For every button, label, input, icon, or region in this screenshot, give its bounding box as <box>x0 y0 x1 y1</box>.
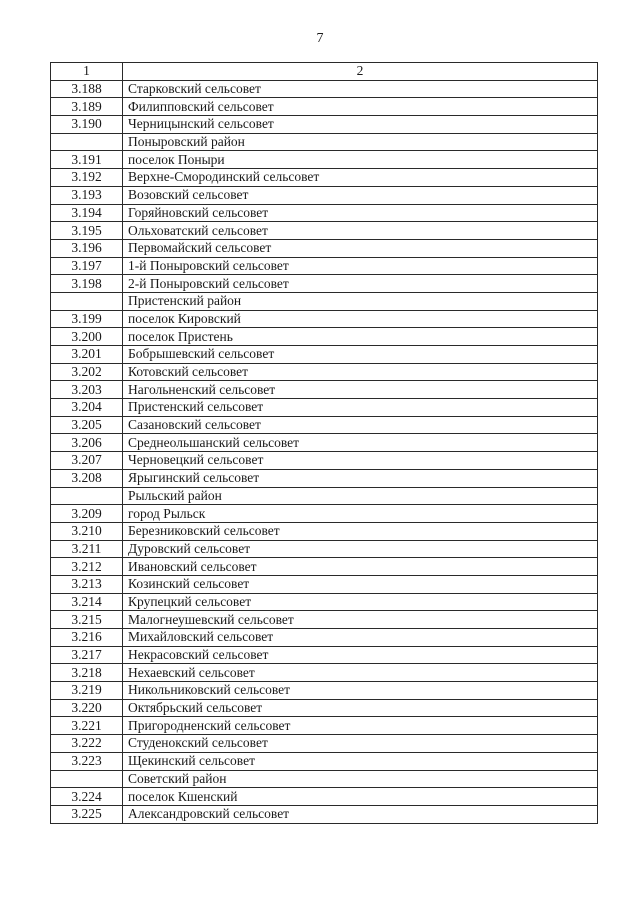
table-row <box>51 275 598 293</box>
municipality-name: Александровский сельсовет <box>123 805 598 823</box>
table-row <box>51 699 598 717</box>
table-row <box>51 469 598 487</box>
table-row <box>51 151 598 169</box>
row-number: 3.197 <box>51 257 123 275</box>
municipality-name: поселок Кировский <box>123 310 598 328</box>
row-number: 3.210 <box>51 522 123 540</box>
table-row <box>51 346 598 364</box>
table-row <box>51 328 598 346</box>
row-number: 3.213 <box>51 575 123 593</box>
table-row <box>51 788 598 806</box>
table-row <box>51 717 598 735</box>
row-number: 3.203 <box>51 381 123 399</box>
row-number: 3.189 <box>51 98 123 116</box>
table-row <box>51 186 598 204</box>
table-row <box>51 239 598 257</box>
municipality-name: Пригородненский сельсовет <box>123 717 598 735</box>
table-row <box>51 646 598 664</box>
table-row <box>51 593 598 611</box>
municipality-name: Черницынский сельсовет <box>123 116 598 134</box>
municipality-name: поселок Поныри <box>123 151 598 169</box>
row-number: 3.198 <box>51 275 123 293</box>
column-header-name: 2 <box>123 63 598 81</box>
row-number: 3.225 <box>51 805 123 823</box>
row-number: 3.202 <box>51 363 123 381</box>
municipality-name: Октябрьский сельсовет <box>123 699 598 717</box>
municipality-name: 2-й Поныровский сельсовет <box>123 275 598 293</box>
municipality-name: Бобрышевский сельсовет <box>123 346 598 364</box>
table-row <box>51 116 598 134</box>
row-number: 3.214 <box>51 593 123 611</box>
table-row <box>51 752 598 770</box>
table-row <box>51 558 598 576</box>
municipality-name: Щекинский сельсовет <box>123 752 598 770</box>
row-number: 3.199 <box>51 310 123 328</box>
table-row <box>51 452 598 470</box>
row-number: 3.217 <box>51 646 123 664</box>
table-row <box>51 505 598 523</box>
table-row <box>51 735 598 753</box>
municipality-name: Филипповский сельсовет <box>123 98 598 116</box>
municipality-name: Среднеольшанский сельсовет <box>123 434 598 452</box>
municipality-name: поселок Кшенский <box>123 788 598 806</box>
row-number: 3.212 <box>51 558 123 576</box>
row-number: 3.207 <box>51 452 123 470</box>
table-row <box>51 682 598 700</box>
table-row <box>51 434 598 452</box>
municipality-name: Сазановский сельсовет <box>123 416 598 434</box>
municipality-name: Студенокский сельсовет <box>123 735 598 753</box>
municipality-name: Пристенский сельсовет <box>123 399 598 417</box>
district-name: Пристенский район <box>123 292 598 310</box>
table-row <box>51 381 598 399</box>
row-number: 3.211 <box>51 540 123 558</box>
row-number: 3.195 <box>51 222 123 240</box>
district-heading-row <box>51 487 598 505</box>
row-number: 3.222 <box>51 735 123 753</box>
table-row <box>51 363 598 381</box>
municipality-name: Ивановский сельсовет <box>123 558 598 576</box>
row-number: 3.220 <box>51 699 123 717</box>
municipality-name: Дуровский сельсовет <box>123 540 598 558</box>
table-row <box>51 98 598 116</box>
row-number: 3.221 <box>51 717 123 735</box>
municipality-name: Козинский сельсовет <box>123 575 598 593</box>
table-row <box>51 575 598 593</box>
municipality-name: Некрасовский сельсовет <box>123 646 598 664</box>
table-row <box>51 80 598 98</box>
municipality-name: Малогнеушевский сельсовет <box>123 611 598 629</box>
district-heading-row <box>51 292 598 310</box>
municipality-name: Ольховатский сельсовет <box>123 222 598 240</box>
table-row <box>51 522 598 540</box>
table-row <box>51 310 598 328</box>
district-name: Рыльский район <box>123 487 598 505</box>
page-number: 7 <box>316 31 324 46</box>
table-row <box>51 399 598 417</box>
table-row <box>51 629 598 647</box>
table-row <box>51 204 598 222</box>
municipality-name: Нехаевский сельсовет <box>123 664 598 682</box>
table-row <box>51 416 598 434</box>
row-number <box>51 487 123 505</box>
row-number: 3.188 <box>51 80 123 98</box>
row-number: 3.206 <box>51 434 123 452</box>
municipality-name: Котовский сельсовет <box>123 363 598 381</box>
municipality-name: Возовский сельсовет <box>123 186 598 204</box>
row-number: 3.190 <box>51 116 123 134</box>
district-name: Поныровский район <box>123 133 598 151</box>
table-row <box>51 257 598 275</box>
row-number: 3.205 <box>51 416 123 434</box>
row-number: 3.218 <box>51 664 123 682</box>
municipality-name: Нагольненский сельсовет <box>123 381 598 399</box>
district-name: Советский район <box>123 770 598 788</box>
municipality-name: Ярыгинский сельсовет <box>123 469 598 487</box>
row-number: 3.215 <box>51 611 123 629</box>
row-number: 3.219 <box>51 682 123 700</box>
municipality-name: Крупецкий сельсовет <box>123 593 598 611</box>
table-row <box>51 611 598 629</box>
row-number: 3.193 <box>51 186 123 204</box>
municipality-name: Михайловский сельсовет <box>123 629 598 647</box>
column-header-number: 1 <box>51 63 123 81</box>
municipality-name: Никольниковский сельсовет <box>123 682 598 700</box>
table-header-row <box>51 63 598 81</box>
row-number: 3.224 <box>51 788 123 806</box>
row-number: 3.204 <box>51 399 123 417</box>
row-number: 3.200 <box>51 328 123 346</box>
row-number: 3.209 <box>51 505 123 523</box>
table-body <box>51 80 598 823</box>
row-number <box>51 770 123 788</box>
municipality-name: Горяйновский сельсовет <box>123 204 598 222</box>
table-row <box>51 664 598 682</box>
row-number <box>51 133 123 151</box>
row-number: 3.191 <box>51 151 123 169</box>
table-row <box>51 540 598 558</box>
row-number: 3.208 <box>51 469 123 487</box>
row-number: 3.194 <box>51 204 123 222</box>
municipality-name: 1-й Поныровский сельсовет <box>123 257 598 275</box>
table-row <box>51 805 598 823</box>
district-heading-row <box>51 770 598 788</box>
row-number: 3.196 <box>51 239 123 257</box>
row-number <box>51 292 123 310</box>
row-number: 3.201 <box>51 346 123 364</box>
municipality-name: Черновецкий сельсовет <box>123 452 598 470</box>
municipality-name: Первомайский сельсовет <box>123 239 598 257</box>
district-heading-row <box>51 133 598 151</box>
municipality-name: город Рыльск <box>123 505 598 523</box>
table-row <box>51 169 598 187</box>
municipality-name: Старковский сельсовет <box>123 80 598 98</box>
municipalities-table <box>50 62 598 824</box>
table-row <box>51 222 598 240</box>
municipality-name: Березниковский сельсовет <box>123 522 598 540</box>
row-number: 3.216 <box>51 629 123 647</box>
municipality-name: поселок Пристень <box>123 328 598 346</box>
municipality-name: Верхне-Смородинский сельсовет <box>123 169 598 187</box>
row-number: 3.223 <box>51 752 123 770</box>
row-number: 3.192 <box>51 169 123 187</box>
